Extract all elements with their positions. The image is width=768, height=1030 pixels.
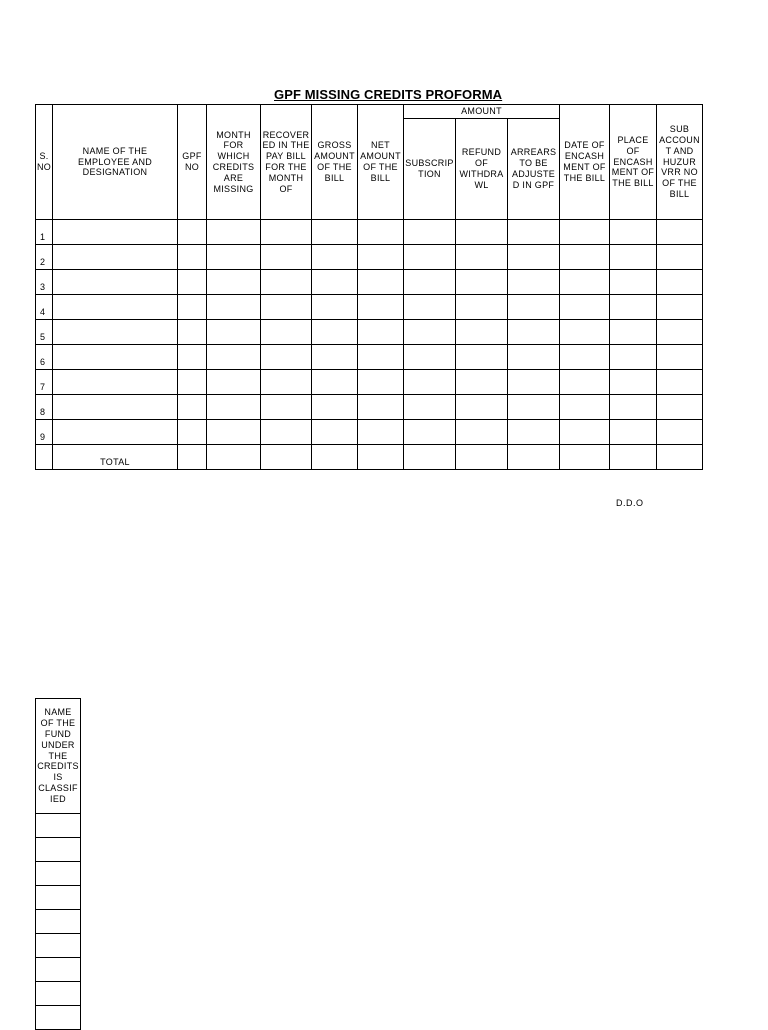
total-cell[interactable]: [560, 445, 610, 470]
entry-cell[interactable]: [610, 295, 657, 320]
entry-cell[interactable]: [53, 345, 178, 370]
header-gpf-no: GPF NO: [178, 105, 207, 220]
total-cell[interactable]: [610, 445, 657, 470]
header-fund-name: NAME OF THE FUND UNDER THE CREDITS IS CLASSIF IED: [36, 699, 81, 814]
total-cell[interactable]: [312, 445, 358, 470]
entry-cell[interactable]: [657, 320, 703, 345]
entry-cell[interactable]: [657, 245, 703, 270]
entry-cell[interactable]: [261, 320, 312, 345]
entry-cell[interactable]: [560, 295, 610, 320]
row-number: 9: [36, 420, 53, 445]
fund-table: [35, 698, 81, 1030]
entry-cell[interactable]: [404, 420, 456, 445]
entry-cell[interactable]: [657, 370, 703, 395]
entry-cell[interactable]: [53, 270, 178, 295]
header-arrears: ARREARS TO BE ADJUSTE D IN GPF: [508, 119, 560, 220]
entry-cell[interactable]: [312, 395, 358, 420]
header-employee-name: NAME OF THE EMPLOYEE AND DESIGNATION: [53, 105, 178, 220]
entry-cell[interactable]: [657, 295, 703, 320]
entry-cell[interactable]: [53, 370, 178, 395]
entry-cell[interactable]: [456, 420, 508, 445]
total-cell[interactable]: [261, 445, 312, 470]
entry-cell[interactable]: [178, 320, 207, 345]
entry-cell[interactable]: [312, 320, 358, 345]
row-number: 8: [36, 395, 53, 420]
header-net-amount: NET AMOUNT OF THE BILL: [358, 105, 404, 220]
missing-credits-table: [35, 104, 703, 470]
row-number: 7: [36, 370, 53, 395]
entry-cell[interactable]: [456, 270, 508, 295]
entry-cell[interactable]: [261, 220, 312, 245]
header-amount-group: AMOUNT: [404, 105, 560, 119]
entry-cell[interactable]: [560, 270, 610, 295]
table-row: [36, 245, 703, 270]
table-row: [36, 345, 703, 370]
entry-cell[interactable]: [508, 395, 560, 420]
entry-cell[interactable]: [312, 245, 358, 270]
fund-entry-cell[interactable]: [36, 982, 81, 1006]
entry-cell[interactable]: [261, 345, 312, 370]
entry-cell[interactable]: [207, 245, 261, 270]
entry-cell[interactable]: [657, 345, 703, 370]
entry-cell[interactable]: [404, 220, 456, 245]
row-number: 3: [36, 270, 53, 295]
entry-cell[interactable]: [560, 370, 610, 395]
table-row: [36, 395, 703, 420]
entry-cell[interactable]: [610, 220, 657, 245]
entry-cell[interactable]: [207, 295, 261, 320]
entry-cell[interactable]: [178, 245, 207, 270]
entry-cell[interactable]: [53, 220, 178, 245]
entry-cell[interactable]: [610, 345, 657, 370]
entry-cell[interactable]: [456, 370, 508, 395]
entry-cell[interactable]: [560, 320, 610, 345]
fund-row: [36, 1006, 81, 1030]
header-place-encashment: PLACE OF ENCASH MENT OF THE BILL: [610, 105, 657, 220]
total-cell[interactable]: [358, 445, 404, 470]
entry-cell[interactable]: [456, 395, 508, 420]
total-cell[interactable]: [508, 445, 560, 470]
entry-cell[interactable]: [261, 245, 312, 270]
entry-cell[interactable]: [312, 420, 358, 445]
entry-cell[interactable]: [404, 270, 456, 295]
entry-cell[interactable]: [404, 370, 456, 395]
entry-cell[interactable]: [508, 295, 560, 320]
entry-cell[interactable]: [508, 245, 560, 270]
fund-entry-cell[interactable]: [36, 862, 81, 886]
entry-cell[interactable]: [560, 245, 610, 270]
entry-cell[interactable]: [261, 395, 312, 420]
total-row: [36, 445, 703, 470]
ddo-label: D.D.O: [616, 498, 644, 508]
row-number: 6: [36, 345, 53, 370]
entry-cell[interactable]: [261, 295, 312, 320]
entry-cell[interactable]: [456, 320, 508, 345]
entry-cell[interactable]: [207, 220, 261, 245]
fund-row: [36, 910, 81, 934]
entry-cell[interactable]: [657, 220, 703, 245]
entry-cell[interactable]: [508, 320, 560, 345]
total-cell[interactable]: [404, 445, 456, 470]
entry-cell[interactable]: [53, 245, 178, 270]
entry-cell[interactable]: [178, 395, 207, 420]
page-title: GPF MISSING CREDITS PROFORMA: [274, 87, 503, 102]
entry-cell[interactable]: [312, 295, 358, 320]
entry-cell[interactable]: [207, 320, 261, 345]
header-recovered: RECOVER ED IN THE PAY BILL FOR THE MONTH OF: [261, 105, 312, 220]
entry-cell[interactable]: [178, 370, 207, 395]
total-cell[interactable]: [657, 445, 703, 470]
entry-cell[interactable]: [207, 420, 261, 445]
fund-entry-cell[interactable]: [36, 886, 81, 910]
entry-cell[interactable]: [610, 245, 657, 270]
table-row: [36, 220, 703, 245]
entry-cell[interactable]: [358, 420, 404, 445]
fund-entry-cell[interactable]: [36, 934, 81, 958]
entry-cell[interactable]: [456, 245, 508, 270]
header-sub-account: SUB ACCOUN T AND HUZUR VRR NO OF THE BILL: [657, 105, 703, 220]
row-number: 5: [36, 320, 53, 345]
entry-cell[interactable]: [358, 270, 404, 295]
fund-entry-cell[interactable]: [36, 958, 81, 982]
fund-row: [36, 934, 81, 958]
entry-cell[interactable]: [404, 395, 456, 420]
total-cell[interactable]: [207, 445, 261, 470]
header-refund: REFUND OF WITHDRA WL: [456, 119, 508, 220]
fund-entry-cell[interactable]: [36, 814, 81, 838]
entry-cell[interactable]: [404, 345, 456, 370]
fund-row: [36, 814, 81, 838]
fund-row: [36, 982, 81, 1006]
entry-cell[interactable]: [657, 270, 703, 295]
entry-cell[interactable]: [508, 420, 560, 445]
header-month: MONTH FOR WHICH CREDITS ARE MISSING: [207, 105, 261, 220]
fund-entry-cell[interactable]: [36, 1006, 81, 1030]
row-number: 1: [36, 220, 53, 245]
fund-row: [36, 958, 81, 982]
entry-cell[interactable]: [358, 320, 404, 345]
fund-entry-cell[interactable]: [36, 910, 81, 934]
entry-cell[interactable]: [207, 395, 261, 420]
entry-cell[interactable]: [508, 370, 560, 395]
header-gross-amount: GROSS AMOUNT OF THE BILL: [312, 105, 358, 220]
entry-cell[interactable]: [261, 370, 312, 395]
entry-cell[interactable]: [53, 295, 178, 320]
entry-cell[interactable]: [358, 345, 404, 370]
table-row: [36, 320, 703, 345]
entry-cell[interactable]: [560, 395, 610, 420]
entry-cell[interactable]: [207, 370, 261, 395]
entry-cell[interactable]: [610, 420, 657, 445]
entry-cell[interactable]: [456, 345, 508, 370]
table-row: [36, 295, 703, 320]
entry-cell[interactable]: [560, 220, 610, 245]
fund-row: [36, 886, 81, 910]
entry-cell[interactable]: [178, 270, 207, 295]
entry-cell[interactable]: [358, 395, 404, 420]
entry-cell[interactable]: [358, 220, 404, 245]
row-number: 2: [36, 245, 53, 270]
entry-cell[interactable]: [358, 245, 404, 270]
fund-row: [36, 862, 81, 886]
total-cell[interactable]: [456, 445, 508, 470]
entry-cell[interactable]: [178, 345, 207, 370]
entry-cell[interactable]: [358, 370, 404, 395]
entry-cell[interactable]: [610, 370, 657, 395]
entry-cell[interactable]: [53, 420, 178, 445]
total-label: TOTAL: [53, 445, 178, 470]
entry-cell[interactable]: [178, 295, 207, 320]
entry-cell[interactable]: [404, 245, 456, 270]
entry-cell[interactable]: [261, 270, 312, 295]
total-cell[interactable]: [178, 445, 207, 470]
entry-cell[interactable]: [560, 420, 610, 445]
table-row: [36, 420, 703, 445]
entry-cell[interactable]: [657, 420, 703, 445]
entry-cell[interactable]: [404, 320, 456, 345]
table-row: [36, 370, 703, 395]
entry-cell[interactable]: [53, 395, 178, 420]
entry-cell[interactable]: [207, 345, 261, 370]
entry-cell[interactable]: [178, 220, 207, 245]
entry-cell[interactable]: [456, 220, 508, 245]
entry-cell[interactable]: [456, 295, 508, 320]
fund-row: [36, 838, 81, 862]
entry-cell[interactable]: [312, 370, 358, 395]
header-sno: S. NO: [36, 105, 53, 220]
entry-cell[interactable]: [610, 270, 657, 295]
entry-cell[interactable]: [657, 395, 703, 420]
entry-cell[interactable]: [53, 320, 178, 345]
entry-cell[interactable]: [261, 420, 312, 445]
table-row: [36, 270, 703, 295]
row-number: 4: [36, 295, 53, 320]
entry-cell[interactable]: [178, 420, 207, 445]
entry-cell[interactable]: [610, 320, 657, 345]
entry-cell[interactable]: [508, 270, 560, 295]
total-cell: [36, 445, 53, 470]
entry-cell[interactable]: [404, 295, 456, 320]
entry-cell[interactable]: [312, 270, 358, 295]
header-date-encashment: DATE OF ENCASH MENT OF THE BILL: [560, 105, 610, 220]
entry-cell[interactable]: [358, 295, 404, 320]
fund-entry-cell[interactable]: [36, 838, 81, 862]
entry-cell[interactable]: [560, 345, 610, 370]
entry-cell[interactable]: [508, 220, 560, 245]
entry-cell[interactable]: [508, 345, 560, 370]
entry-cell[interactable]: [207, 270, 261, 295]
header-subscription: SUBSCRIP TION: [404, 119, 456, 220]
entry-cell[interactable]: [312, 345, 358, 370]
entry-cell[interactable]: [610, 395, 657, 420]
entry-cell[interactable]: [312, 220, 358, 245]
